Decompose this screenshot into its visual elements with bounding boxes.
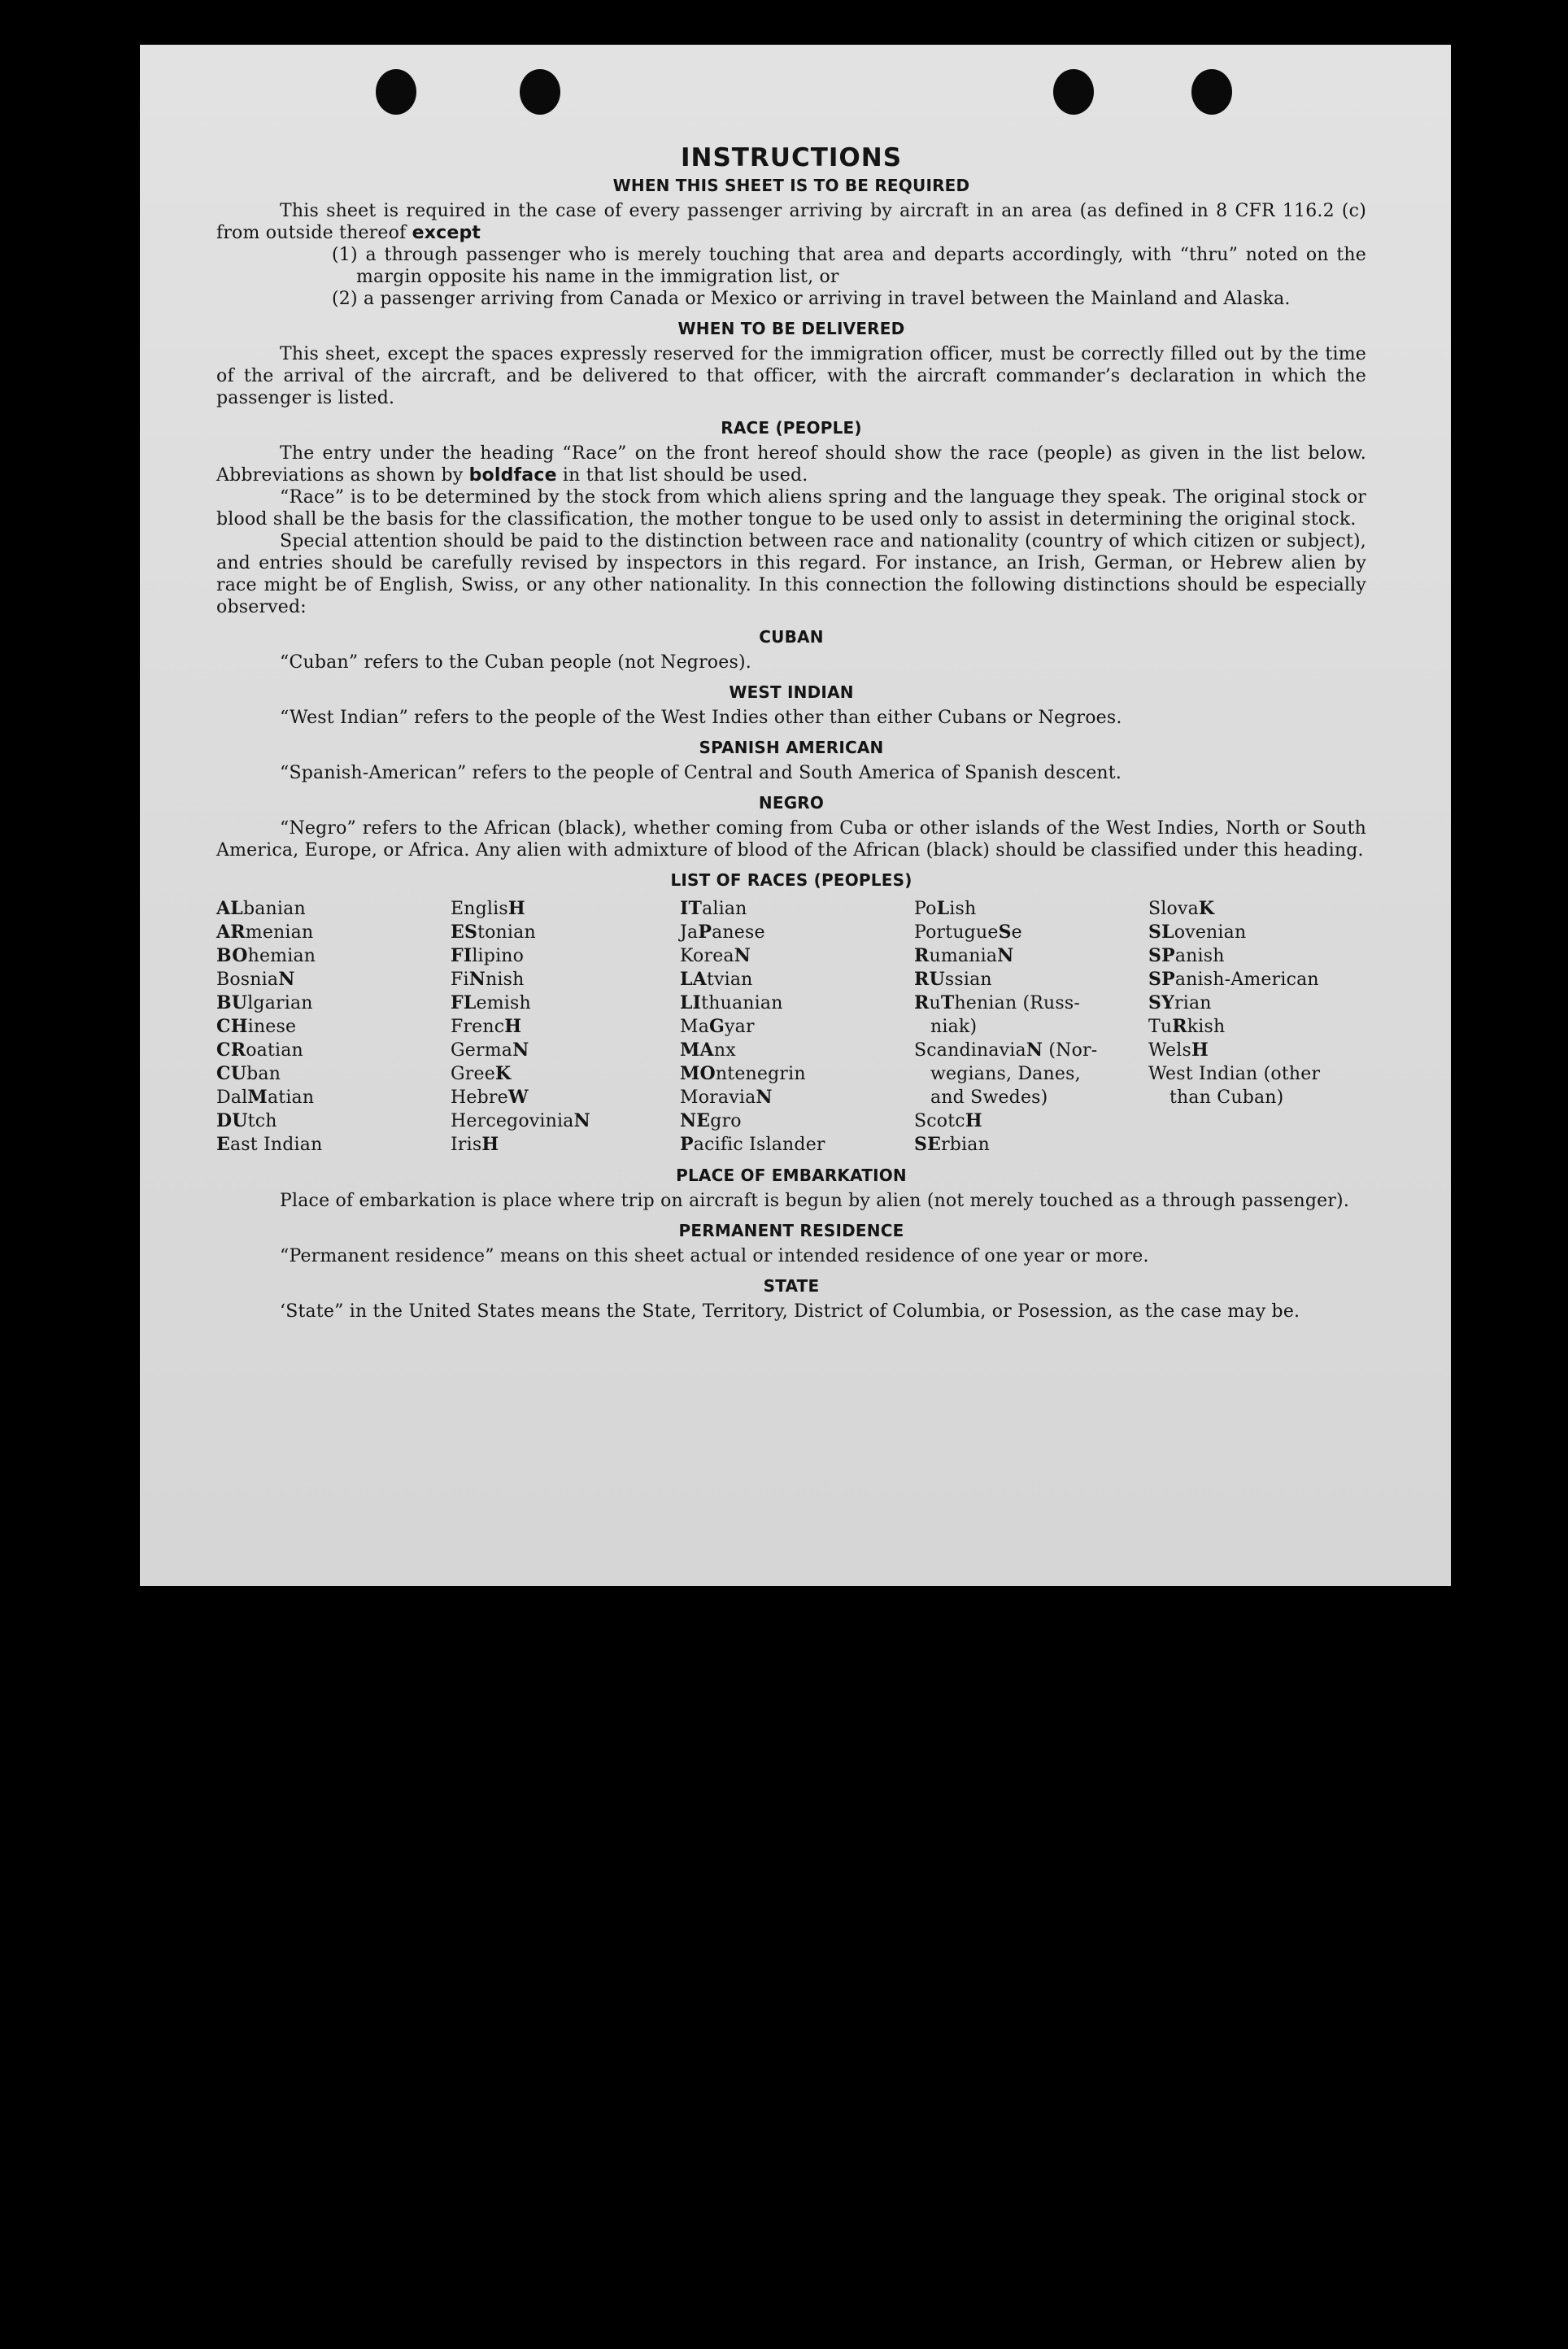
races-column: [680, 897, 914, 1157]
heading-state: STATE: [763, 1276, 820, 1296]
exception-item-2: (2) a passenger arriving from Canada or Mexico or arriving in travel between the Mainland and Alaska.: [332, 289, 1291, 309]
race-entry: EStonian: [451, 922, 536, 943]
document-sheet: [140, 45, 1451, 1586]
paragraph-state: ‘State” in the United States means the State, Territory, District of Columbia, or Posession, as the case may be.: [280, 1301, 1300, 1322]
race-entry: JaPanese: [680, 922, 765, 943]
heading-negro: NEGRO: [758, 793, 825, 813]
heading-list-of-races: LIST OF RACES (PEOPLES): [670, 870, 912, 890]
race-entry: FLemish: [451, 992, 531, 1013]
race-entry: DUtch: [216, 1110, 277, 1131]
race-entry: ScandinaviaN (Nor-: [914, 1039, 1098, 1061]
race-entry: CRoatian: [216, 1039, 303, 1061]
race-entry: ALbanian: [216, 898, 306, 919]
paragraph-race-1: [216, 442, 1366, 486]
race-entry: SPanish: [1148, 945, 1225, 966]
race-entry: SLovenian: [1148, 922, 1247, 943]
race-entry: RuThenian (Russ-: [914, 992, 1081, 1013]
race-entry: BOhemian: [216, 945, 316, 966]
heading-spanish-american: SPANISH AMERICAN: [699, 738, 884, 757]
race-entry: PortugueSe: [914, 922, 1022, 943]
race-entry: RumaniaN: [914, 945, 1014, 966]
punch-hole: [376, 69, 416, 115]
race-entry: BosniaN: [216, 969, 295, 990]
exception-item-1: (1) a through passenger who is merely touching that area and departs accordingly, with “thru” noted on the margin opposite his name in the immigration list, or: [332, 245, 1366, 287]
race-entry: HebreW: [451, 1087, 529, 1108]
race-entry: NEgro: [680, 1110, 742, 1131]
races-column: [216, 897, 451, 1157]
race-entry: PoLish: [914, 898, 977, 919]
heading-place-of-embarkation: PLACE OF EMBARKATION: [676, 1166, 907, 1185]
race-entry: ScotcH: [914, 1110, 982, 1131]
heading-when-delivered: WHEN TO BE DELIVERED: [677, 319, 905, 338]
race-entry: DalMatian: [216, 1087, 315, 1108]
race-entry: IrisH: [451, 1134, 499, 1155]
race-entry: niak): [930, 1017, 978, 1037]
races-list: [216, 897, 1366, 1157]
paragraph-race-3: Special attention should be paid to the distinction between race and nationality (country of which citizen or subject), and entries should be carefully revised by inspectors in this regard. For instance, an Irish, German, or Hebrew alien by race might be of English, Swiss, or any other nationality. In this connection the following distinctions should be especially observed:: [216, 531, 1366, 617]
race-entry: GreeK: [451, 1063, 512, 1084]
instructions-content: [216, 142, 1366, 1323]
race-entry: wegians, Danes,: [930, 1064, 1081, 1084]
paragraph-negro: “Negro” refers to the African (black), whether coming from Cuba or other islands of the West Indies, North or South America, Europe, or Africa. Any alien with admixture of blood of the African (black) should be classified under this heading.: [216, 818, 1366, 861]
races-column: [914, 897, 1148, 1157]
races-column: [1148, 897, 1366, 1157]
heading-cuban: CUBAN: [759, 627, 824, 647]
race-entry: TuRkish: [1148, 1016, 1226, 1037]
race-entry: SYrian: [1148, 992, 1212, 1013]
race-entry: MoraviaN: [680, 1087, 773, 1108]
heading-west-indian: WEST INDIAN: [729, 682, 854, 702]
race-entry: Pacific Islander: [680, 1134, 825, 1155]
race-entry: MaGyar: [680, 1016, 755, 1037]
paragraph-spanish-american: “Spanish-American” refers to the people of Central and South America of Spanish descent.: [280, 763, 1122, 783]
heading-when-required: WHEN THIS SHEET IS TO BE REQUIRED: [612, 176, 970, 195]
paragraph-text: The entry under the heading “Race” on the front hereof should show the race (people) as given in the list below. Abbreviations as shown by: [216, 443, 1366, 486]
paragraph-race-2: “Race” is to be determined by the stock from which aliens spring and the language they speak. The original stock or blood shall be the basis for the classification, the mother tongue to be used only to assist in determining the original stock.: [216, 487, 1366, 530]
race-entry: than Cuban): [1169, 1087, 1284, 1108]
races-column: [451, 897, 680, 1157]
race-entry: LIthuanian: [680, 992, 783, 1013]
race-entry: RUssian: [914, 969, 992, 990]
paragraph-when-delivered: This sheet, except the spaces expressly reserved for the immigration officer, must be correctly filled out by the time of the arrival of the aircraft, and be delivered to that officer, with the aircraft commander’s declaration in which the passenger is listed.: [216, 344, 1366, 408]
race-entry: SPanish-American: [1148, 969, 1319, 990]
race-entry: ARmenian: [216, 922, 314, 943]
race-entry: ITalian: [680, 898, 747, 919]
race-entry: East Indian: [216, 1134, 323, 1155]
punch-hole: [1191, 69, 1232, 115]
paragraph-text: in that list should be used.: [562, 465, 808, 486]
race-entry: CHinese: [216, 1016, 297, 1037]
page-title: INSTRUCTIONS: [680, 143, 903, 172]
race-entry: GermaN: [451, 1039, 529, 1061]
race-entry: BUlgarian: [216, 992, 313, 1013]
punch-hole: [1053, 69, 1094, 115]
heading-permanent-residence: PERMANENT RESIDENCE: [678, 1221, 904, 1240]
bold-text: boldface: [468, 465, 557, 486]
paragraph-when-required: [216, 200, 1366, 244]
race-entry: FIlipino: [451, 945, 525, 966]
race-entry: MAnx: [680, 1039, 736, 1061]
punch-hole: [520, 69, 560, 115]
race-entry: SErbian: [914, 1134, 990, 1155]
race-entry: CUban: [216, 1063, 281, 1084]
race-entry: LAtvian: [680, 969, 753, 990]
heading-race: RACE (PEOPLE): [721, 418, 862, 438]
race-entry: KoreaN: [680, 945, 751, 966]
race-entry: FrencH: [451, 1016, 522, 1037]
race-entry: and Swedes): [930, 1087, 1048, 1108]
paragraph-west-indian: “West Indian” refers to the people of the West Indies other than either Cubans or Negroes.: [280, 708, 1122, 728]
race-entry: HercegoviniaN: [451, 1110, 590, 1131]
race-entry: SlovaK: [1148, 898, 1215, 919]
race-entry: West Indian (other: [1148, 1064, 1321, 1084]
race-entry: WelsH: [1148, 1039, 1209, 1061]
paragraph-embarkation: Place of embarkation is place where trip on aircraft is begun by alien (not merely touched as a through passenger).: [280, 1191, 1350, 1211]
paragraph-residence: “Permanent residence” means on this sheet actual or intended residence of one year or more.: [280, 1246, 1149, 1266]
bold-text: except: [412, 223, 481, 243]
paragraph-cuban: “Cuban” refers to the Cuban people (not Negroes).: [280, 652, 751, 673]
race-entry: EnglisH: [451, 898, 525, 919]
race-entry: MOntenegrin: [680, 1063, 806, 1084]
paragraph-text: This sheet is required in the case of every passenger arriving by aircraft in an area (as defined in 8 CFR 116.2 (c) from outside thereof: [216, 201, 1366, 243]
race-entry: FiNnish: [451, 969, 525, 990]
